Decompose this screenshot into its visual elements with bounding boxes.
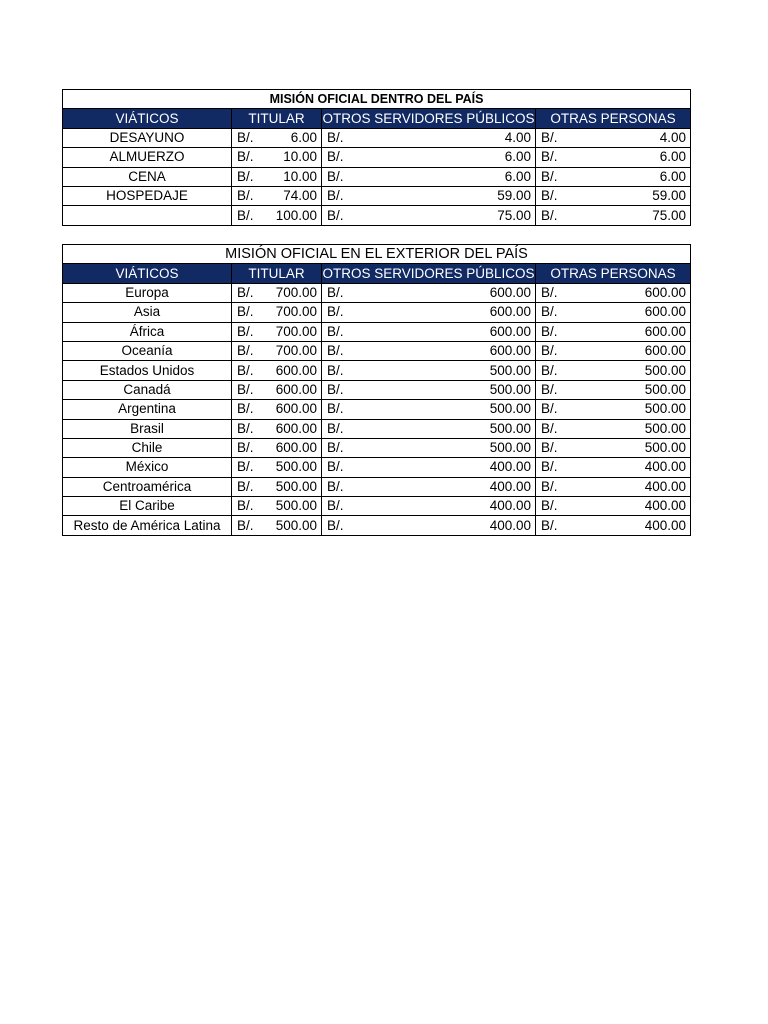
- currency-symbol: B/.: [541, 304, 558, 320]
- amount-cell-otras: [536, 322, 691, 341]
- currency-symbol: B/.: [541, 420, 558, 436]
- amount-cell-titular: [232, 419, 322, 438]
- amount-cell-titular: [232, 458, 322, 477]
- currency-symbol: B/.: [541, 188, 558, 204]
- currency-symbol: B/.: [237, 420, 254, 436]
- amount-value: 600.00: [644, 304, 686, 320]
- row-label: Argentina: [63, 400, 232, 419]
- currency-symbol: B/.: [541, 343, 558, 359]
- currency-symbol: B/.: [237, 323, 254, 339]
- currency-symbol: B/.: [327, 362, 344, 378]
- currency-symbol: B/.: [237, 284, 254, 300]
- amount-value: 6.00: [504, 168, 531, 184]
- row-label: Asia: [63, 303, 232, 322]
- currency-symbol: B/.: [327, 149, 344, 165]
- amount-value: 500.00: [275, 498, 317, 514]
- amount-value: 6.00: [659, 168, 687, 184]
- currency-symbol: B/.: [327, 498, 344, 514]
- currency-symbol: B/.: [237, 381, 254, 397]
- header-otras-personas: OTRAS PERSONAS: [536, 264, 691, 283]
- row-label: [63, 206, 232, 225]
- row-label: Estados Unidos: [63, 361, 232, 380]
- amount-value: 500.00: [644, 362, 686, 378]
- amount-cell-otros: [322, 380, 536, 399]
- header-otros-servidores: OTROS SERVIDORES PÚBLICOS: [322, 109, 536, 128]
- amount-value: 400.00: [644, 498, 686, 514]
- exterior-table-title: MISIÓN OFICIAL EN EL EXTERIOR DEL PAÍS: [63, 245, 691, 264]
- amount-value: 700.00: [275, 284, 317, 300]
- currency-symbol: B/.: [541, 498, 558, 514]
- table-row: [63, 303, 691, 322]
- domestic-table-title: MISIÓN OFICIAL DENTRO DEL PAÍS: [63, 90, 691, 109]
- table-row: [63, 186, 691, 205]
- amount-value: 500.00: [489, 381, 531, 397]
- amount-cell-titular: [232, 516, 322, 535]
- amount-value: 600.00: [489, 304, 531, 320]
- amount-value: 500.00: [275, 517, 317, 533]
- row-label: Resto de América Latina: [63, 516, 232, 535]
- currency-symbol: B/.: [327, 304, 344, 320]
- amount-value: 600.00: [644, 284, 686, 300]
- currency-symbol: B/.: [541, 149, 558, 165]
- amount-value: 400.00: [489, 459, 531, 475]
- amount-cell-otras: [536, 458, 691, 477]
- table-row: [63, 283, 691, 302]
- amount-value: 600.00: [275, 440, 317, 456]
- amount-cell-otros: [322, 361, 536, 380]
- amount-value: 600.00: [275, 381, 317, 397]
- amount-value: 600.00: [489, 284, 531, 300]
- currency-symbol: B/.: [327, 440, 344, 456]
- row-label: ALMUERZO: [63, 148, 232, 167]
- amount-value: 700.00: [275, 343, 317, 359]
- amount-cell-otros: [322, 148, 536, 167]
- amount-value: 600.00: [644, 323, 686, 339]
- amount-cell-otros: [322, 516, 536, 535]
- row-label: Oceanía: [63, 341, 232, 360]
- currency-symbol: B/.: [327, 188, 344, 204]
- amount-cell-otras: [536, 186, 691, 205]
- table-row: [63, 206, 691, 225]
- amount-cell-otros: [322, 322, 536, 341]
- amount-cell-titular: [232, 303, 322, 322]
- currency-symbol: B/.: [237, 459, 254, 475]
- table-row: [63, 361, 691, 380]
- amount-value: 500.00: [644, 440, 686, 456]
- amount-cell-otros: [322, 477, 536, 496]
- amount-cell-titular: [232, 400, 322, 419]
- currency-symbol: B/.: [237, 168, 254, 184]
- currency-symbol: B/.: [237, 149, 254, 165]
- table-row: [63, 458, 691, 477]
- amount-cell-otras: [536, 283, 691, 302]
- currency-symbol: B/.: [541, 362, 558, 378]
- amount-value: 4.00: [504, 129, 531, 145]
- amount-cell-otros: [322, 283, 536, 302]
- amount-value: 400.00: [644, 459, 686, 475]
- currency-symbol: B/.: [327, 323, 344, 339]
- header-otras-personas: OTRAS PERSONAS: [536, 109, 691, 128]
- table-row: [63, 477, 691, 496]
- currency-symbol: B/.: [327, 478, 344, 494]
- domestic-table-body: [63, 90, 691, 226]
- header-otros-servidores: OTROS SERVIDORES PÚBLICOS: [322, 264, 536, 283]
- amount-value: 400.00: [644, 517, 686, 533]
- row-label: Europa: [63, 283, 232, 302]
- currency-symbol: B/.: [541, 323, 558, 339]
- amount-value: 500.00: [644, 381, 686, 397]
- amount-value: 500.00: [489, 362, 531, 378]
- currency-symbol: B/.: [237, 129, 254, 145]
- currency-symbol: B/.: [541, 284, 558, 300]
- row-label: DESAYUNO: [63, 128, 232, 147]
- amount-cell-otros: [322, 303, 536, 322]
- table-row: [63, 128, 691, 147]
- amount-cell-titular: [232, 283, 322, 302]
- amount-value: 600.00: [275, 362, 317, 378]
- table-row: [63, 400, 691, 419]
- currency-symbol: B/.: [327, 517, 344, 533]
- amount-cell-otras: [536, 361, 691, 380]
- currency-symbol: B/.: [237, 207, 254, 223]
- amount-cell-titular: [232, 380, 322, 399]
- row-label: África: [63, 322, 232, 341]
- amount-cell-otras: [536, 128, 691, 147]
- header-titular: TITULAR: [232, 264, 322, 283]
- currency-symbol: B/.: [237, 343, 254, 359]
- amount-cell-otros: [322, 419, 536, 438]
- currency-symbol: B/.: [327, 401, 344, 417]
- currency-symbol: B/.: [541, 129, 558, 145]
- amount-cell-titular: [232, 206, 322, 225]
- amount-cell-otros: [322, 458, 536, 477]
- currency-symbol: B/.: [327, 381, 344, 397]
- table-row: [63, 497, 691, 516]
- amount-cell-otras: [536, 148, 691, 167]
- amount-cell-otras: [536, 341, 691, 360]
- amount-cell-otras: [536, 477, 691, 496]
- amount-cell-titular: [232, 497, 322, 516]
- currency-symbol: B/.: [541, 401, 558, 417]
- amount-value: 75.00: [652, 207, 687, 223]
- amount-cell-otros: [322, 341, 536, 360]
- amount-value: 400.00: [489, 478, 531, 494]
- amount-cell-otros: [322, 167, 536, 186]
- currency-symbol: B/.: [237, 304, 254, 320]
- amount-cell-otras: [536, 206, 691, 225]
- currency-symbol: B/.: [541, 459, 558, 475]
- amount-value: 500.00: [275, 459, 317, 475]
- currency-symbol: B/.: [327, 168, 344, 184]
- amount-value: 500.00: [489, 440, 531, 456]
- amount-cell-otras: [536, 167, 691, 186]
- domestic-viaticos-table: [62, 89, 691, 226]
- amount-cell-otras: [536, 497, 691, 516]
- table-row: [63, 516, 691, 535]
- row-label: México: [63, 458, 232, 477]
- currency-symbol: B/.: [327, 459, 344, 475]
- amount-value: 400.00: [489, 517, 531, 533]
- amount-cell-titular: [232, 438, 322, 457]
- amount-cell-otras: [536, 438, 691, 457]
- currency-symbol: B/.: [327, 343, 344, 359]
- amount-value: 600.00: [275, 401, 317, 417]
- table-row: [63, 167, 691, 186]
- table-row: [63, 341, 691, 360]
- amount-cell-titular: [232, 186, 322, 205]
- amount-value: 6.00: [504, 149, 531, 165]
- currency-symbol: B/.: [541, 381, 558, 397]
- amount-cell-otras: [536, 380, 691, 399]
- header-titular: TITULAR: [232, 109, 322, 128]
- amount-cell-otras: [536, 303, 691, 322]
- amount-value: 400.00: [489, 498, 531, 514]
- currency-symbol: B/.: [237, 478, 254, 494]
- amount-value: 500.00: [644, 401, 686, 417]
- amount-value: 100.00: [275, 207, 317, 223]
- row-label: Brasil: [63, 419, 232, 438]
- amount-value: 600.00: [489, 343, 531, 359]
- table-row: [63, 148, 691, 167]
- amount-cell-titular: [232, 167, 322, 186]
- amount-value: 600.00: [275, 420, 317, 436]
- amount-cell-otras: [536, 400, 691, 419]
- amount-value: 4.00: [659, 129, 687, 145]
- row-label: Centroamérica: [63, 477, 232, 496]
- amount-value: 600.00: [644, 343, 686, 359]
- currency-symbol: B/.: [541, 168, 558, 184]
- row-label: CENA: [63, 167, 232, 186]
- table-row: [63, 322, 691, 341]
- header-viaticos: VIÁTICOS: [63, 109, 232, 128]
- amount-cell-otras: [536, 516, 691, 535]
- currency-symbol: B/.: [237, 188, 254, 204]
- amount-value: 500.00: [644, 420, 686, 436]
- amount-cell-titular: [232, 322, 322, 341]
- currency-symbol: B/.: [327, 129, 344, 145]
- table-row: [63, 438, 691, 457]
- amount-cell-otros: [322, 186, 536, 205]
- amount-value: 6.00: [659, 149, 687, 165]
- amount-cell-otros: [322, 438, 536, 457]
- exterior-table-body: [63, 245, 691, 536]
- table-row: [63, 380, 691, 399]
- currency-symbol: B/.: [237, 362, 254, 378]
- amount-value: 6.00: [290, 129, 317, 145]
- currency-symbol: B/.: [541, 517, 558, 533]
- amount-value: 500.00: [275, 478, 317, 494]
- row-label: Canadá: [63, 380, 232, 399]
- amount-cell-titular: [232, 128, 322, 147]
- currency-symbol: B/.: [327, 284, 344, 300]
- currency-symbol: B/.: [237, 517, 254, 533]
- currency-symbol: B/.: [327, 420, 344, 436]
- amount-cell-titular: [232, 361, 322, 380]
- currency-symbol: B/.: [327, 207, 344, 223]
- amount-cell-otros: [322, 206, 536, 225]
- row-label: HOSPEDAJE: [63, 186, 232, 205]
- amount-cell-titular: [232, 148, 322, 167]
- amount-cell-otras: [536, 419, 691, 438]
- header-viaticos: VIÁTICOS: [63, 264, 232, 283]
- table-row: [63, 419, 691, 438]
- amount-cell-titular: [232, 341, 322, 360]
- amount-value: 75.00: [497, 207, 531, 223]
- amount-value: 74.00: [283, 188, 317, 204]
- amount-cell-otros: [322, 497, 536, 516]
- amount-value: 700.00: [275, 323, 317, 339]
- amount-value: 10.00: [283, 168, 317, 184]
- amount-value: 600.00: [489, 323, 531, 339]
- exterior-viaticos-table: [62, 244, 691, 536]
- currency-symbol: B/.: [237, 498, 254, 514]
- amount-value: 59.00: [497, 188, 531, 204]
- amount-value: 59.00: [652, 188, 687, 204]
- amount-value: 500.00: [489, 420, 531, 436]
- currency-symbol: B/.: [541, 440, 558, 456]
- row-label: Chile: [63, 438, 232, 457]
- amount-value: 10.00: [283, 149, 317, 165]
- currency-symbol: B/.: [237, 401, 254, 417]
- row-label: El Caribe: [63, 497, 232, 516]
- amount-cell-otros: [322, 400, 536, 419]
- currency-symbol: B/.: [237, 440, 254, 456]
- amount-value: 700.00: [275, 304, 317, 320]
- amount-value: 400.00: [644, 478, 686, 494]
- amount-cell-titular: [232, 477, 322, 496]
- amount-cell-otros: [322, 128, 536, 147]
- currency-symbol: B/.: [541, 478, 558, 494]
- currency-symbol: B/.: [541, 207, 558, 223]
- amount-value: 500.00: [489, 401, 531, 417]
